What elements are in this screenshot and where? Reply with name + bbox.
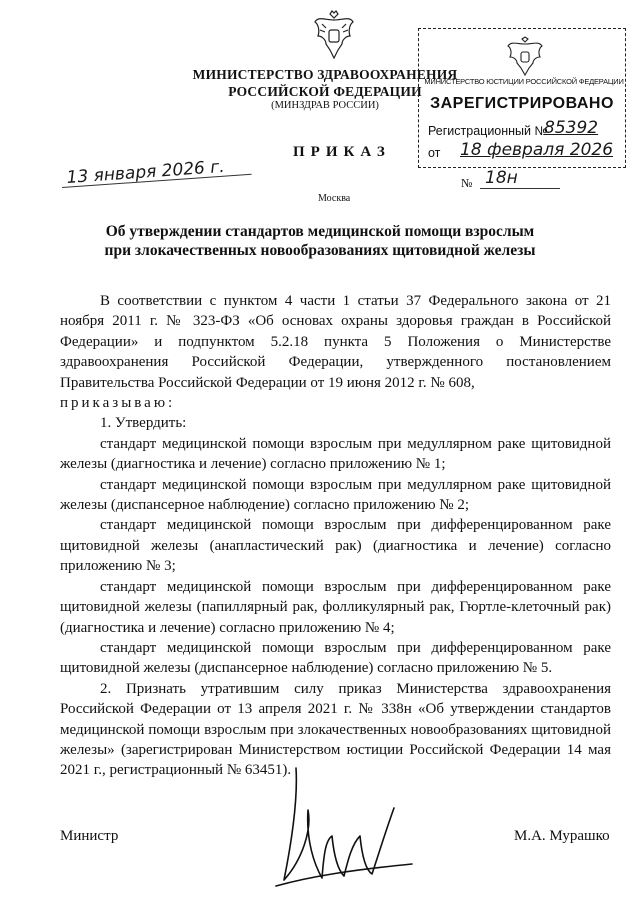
clause-2-paragraph: 2. Признать утратившим силу приказ Министерства здравоохранения Российской Федерации от 13 апреля 2021 г. № 338н «Об утверждении стандартов медицинской помощи взрослым при злокачественных новообразованиях щитовидной железы» (зарегистрирован Министерством юстиции Российской Федерации 14 мая 2021 г., регистрационный № 63451). xyxy=(60,680,611,779)
standard-item-4: стандарт медицинской помощи взрослым при дифференцированном раке щитовидной железы (папиллярный рак, фолликулярный рак, Гюртле-клеточный рак) (диагностика и лечение) согласно приложению № 4; xyxy=(60,578,611,636)
order-date: 13 января 2026 г. xyxy=(66,156,226,188)
stamp-date-label: от xyxy=(428,146,441,160)
document-title-line1: Об утверждении стандартов медицинской помощи взрослым xyxy=(105,223,535,240)
coat-of-arms-icon xyxy=(312,10,356,62)
signatory-name: М.А. Мурашко xyxy=(514,828,610,844)
order-number-underline xyxy=(480,188,560,189)
standard-item-1: стандарт медицинской помощи взрослым при медуллярном раке щитовидной железы (диагностика и лечение) согласно приложению № 1; xyxy=(60,435,611,473)
preamble-paragraph: В соответствии с пунктом 4 части 1 статьи 37 Федерального закона от 21 ноября 2011 г. № 323-ФЗ «Об основах охраны здоровья граждан в Российской Федерации» и подпунктом 5.2.18 пункта 5 Положения о Министерстве здравоохранения Российской Федерации, утвержденного постановлением Правительства Российской Федерации от 19 июня 2012 г. № 608, xyxy=(60,293,611,391)
stamp-reg-number: 85392 xyxy=(544,118,599,138)
order-number: 18н xyxy=(485,168,518,188)
signatory-position: Министр xyxy=(60,828,119,844)
ministry-name-line2: РОССИЙСКОЙ ФЕДЕРАЦИИ xyxy=(228,84,422,99)
document-title-line2: при злокачественных новообразованиях щитовидной железы xyxy=(104,242,536,259)
order-number-label: № xyxy=(461,176,473,190)
city: Москва xyxy=(318,193,351,204)
standard-item-2: стандарт медицинской помощи взрослым при медуллярном раке щитовидной железы (диспансерное наблюдение) согласно приложению № 2; xyxy=(60,476,611,514)
document-type-heading: ПРИКАЗ xyxy=(293,144,391,160)
standard-item-5: стандарт медицинской помощи взрослым при дифференцированном раке щитовидной железы (диспансерное наблюдение) согласно приложению № 5. xyxy=(60,639,611,677)
ministry-name-line1: МИНИСТЕРСТВО ЗДРАВООХРАНЕНИЯ xyxy=(192,67,458,82)
stamp-coat-of-arms-icon xyxy=(505,36,545,78)
ministry-short-name: (МИНЗДРАВ РОССИИ) xyxy=(271,100,379,111)
order-word: приказываю: xyxy=(60,395,176,412)
document-title xyxy=(60,222,580,260)
handwritten-signature xyxy=(262,760,422,900)
stamp-ministry-name: МИНИСТЕРСТВО ЮСТИЦИИ РОССИЙСКОЙ ФЕДЕРАЦИИ xyxy=(424,77,624,86)
document-body xyxy=(60,291,611,781)
stamp-date-value: 18 февраля 2026 xyxy=(460,140,614,160)
stamp-registered-label: ЗАРЕГИСТРИРОВАНО xyxy=(430,95,614,112)
standard-item-3: стандарт медицинской помощи взрослым при дифференцированном раке щитовидной железы (анапластический рак) (диагностика и лечение) согласно приложению № 3; xyxy=(60,517,611,575)
stamp-reg-number-label: Регистрационный № xyxy=(428,124,548,138)
clause-1-heading: 1. Утвердить: xyxy=(100,415,187,432)
